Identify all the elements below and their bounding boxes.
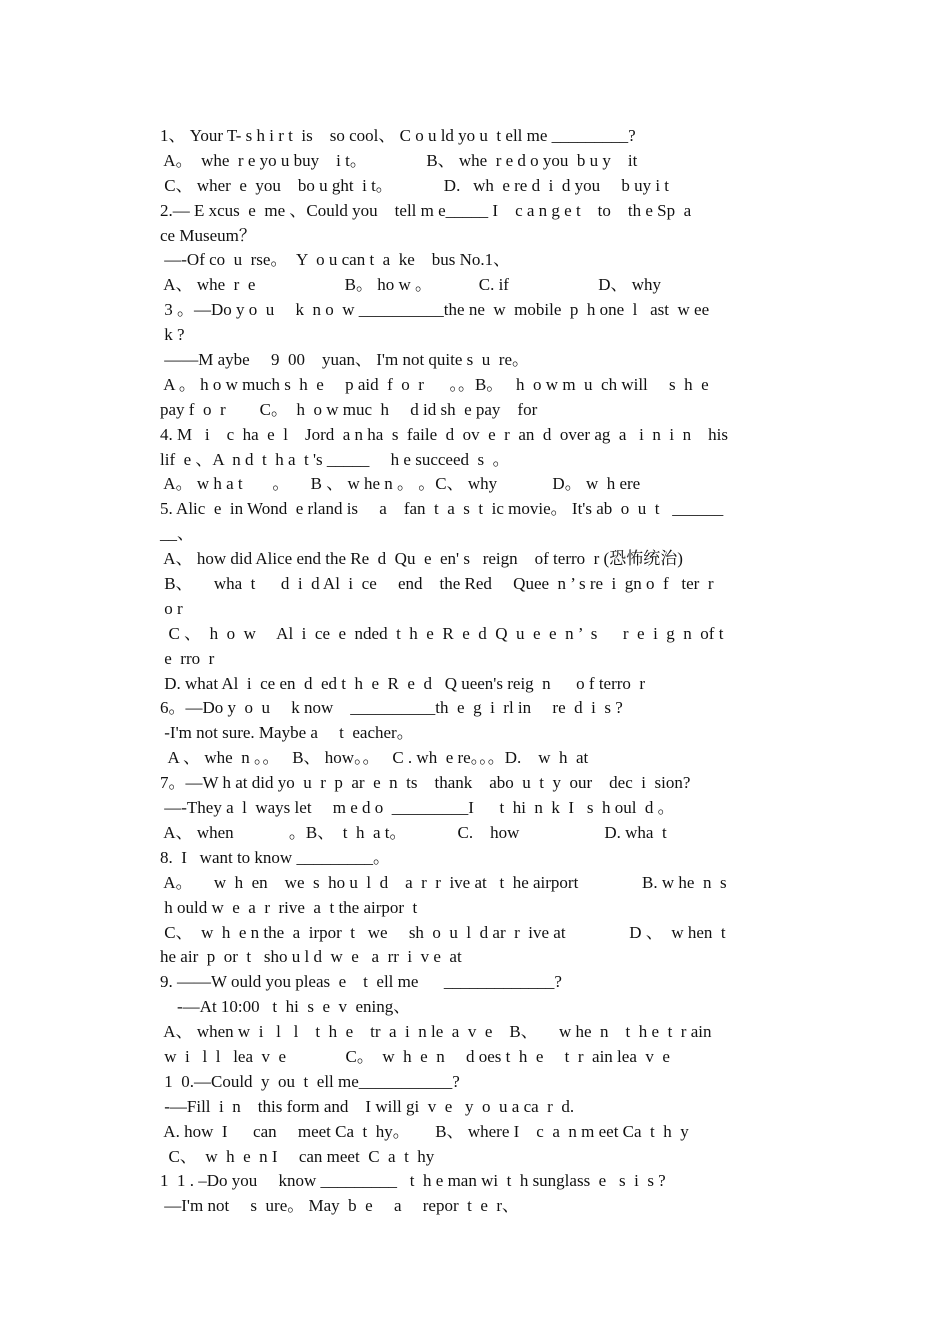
text-line: 7。—W h at did yo u r p ar e n ts thank abo u t y our dec i sion?: [160, 773, 691, 793]
text-line: ——M aybe 9 00 yuan、 I'm not quite s u re。: [160, 350, 529, 370]
text-line: he air p or t sho u l d w e a rr i v e at: [160, 947, 462, 967]
text-line: w i l l lea v e C。 w h e n d oes t h e t r ain lea v e: [160, 1046, 670, 1066]
text-line: —-Of co u rse。 Y o u can t a ke bus No.1、: [160, 250, 511, 270]
text-line: k ?: [160, 325, 185, 345]
text-line: C、 w h e n I can meet C a t hy: [160, 1146, 435, 1166]
text-line: __、: [160, 524, 194, 544]
text-line: h ould w e a r rive a t the airpor t: [160, 897, 418, 917]
text-line: A、 when 。B、 t h a t。 C. how D. wha t: [160, 822, 667, 842]
text-line: A、 when w i l l t h e tr a i n le a v e B、 w he n t h e t r ain: [160, 1022, 712, 1042]
text-line: lif e 、A n d t h a t 's _____ h e succeed s 。: [160, 449, 510, 469]
text-line: 3 。—Do y o u k n o w __________the ne w mobile p h one l ast w ee: [160, 300, 710, 320]
text-line: D. what Al i ce en d ed t h e R e d Q ueen's reig n o f terro r: [160, 673, 646, 693]
text-line: ce Museum？: [160, 225, 256, 245]
text-line: —-They a l ways let m e d o _________I t hi n k I s h oul d 。: [160, 798, 675, 818]
text-line: A 。 h o w much s h e p aid f o r 。。B。 h o w m u ch will s h e: [160, 374, 709, 394]
text-line: pay f o r C。 h o w muc h d id sh e pay for: [160, 399, 538, 419]
text-line: A。 whe r e yo u buy i t。 B、 whe r e d o you b u y it: [160, 150, 638, 170]
text-line: 9. ——W ould you pleas e t ell me _____________?: [160, 972, 562, 992]
text-line: A. how I can meet Ca t hy。 B、 where I c a n m eet Ca t h y: [160, 1121, 689, 1141]
text-line: 6。—Do y o u k now __________th e g i rl in re d i s ?: [160, 698, 623, 718]
text-line: —I'm not s ure。 May b e a repor t e r、: [160, 1196, 520, 1216]
text-line: A、 how did Alice end the Re d Qu e en' s reign of terro r (恐怖统治): [160, 549, 683, 569]
text-line: 2.— E xcus e me 、Could you tell m e_____ I c a n g e t to th e Sp a: [160, 200, 692, 220]
text-line: C 、 h o w Al i ce e nded t h e R e d Q u e e n ’ s r e i g n of t: [160, 623, 724, 643]
text-line: C、 wher e you bo u ght i t。 D. wh e re d i d you b uy i t: [160, 175, 670, 195]
text-line: -—At 10:00 t hi s e v ening、: [160, 997, 411, 1017]
text-line: 5. Alic e in Wond e rland is a fan t a s t ic movie。 It's ab o u t ______: [160, 499, 724, 519]
text-line: o r: [160, 598, 183, 618]
text-line: 8. I want to know _________。: [160, 847, 390, 867]
text-line: A。 w h en we s ho u l d a r r ive at t he airport B. w he n s: [160, 872, 727, 892]
text-line: A 、 whe n 。。 B、 how。。 C . wh e re。。。D. w h at: [160, 748, 589, 768]
text-line: B、 wha t d i d Al i ce end the Red Quee n ’ s re i gn o f ter r: [160, 574, 714, 594]
text-line: 1 1 . –Do you know _________ t h e man wi t h sunglass e s i s ?: [160, 1171, 666, 1191]
text-line: A。 w h a t 。 B 、 w he n 。 。C、 why D。 w h ere: [160, 474, 641, 494]
text-line: -—Fill i n this form and I will gi v e y o u a ca r d.: [160, 1096, 575, 1116]
text-line: 4. M i c ha e l Jord a n ha s faile d ov e r an d over ag a i n i n his: [160, 424, 728, 444]
text-line: -I'm not sure. Maybe a t eacher。: [160, 723, 414, 743]
text-line: A、 whe r e B。 ho w 。 C. if D、 why: [160, 275, 662, 295]
text-line: 1、 Your T- s h i r t is so cool、 C o u ld yo u t ell me _________?: [160, 126, 636, 145]
text-line: e rro r: [160, 648, 215, 668]
exercise-text: [160, 124, 808, 1219]
text-line: C、 w h e n the a irpor t we sh o u l d ar r ive at D 、 w hen t: [160, 922, 726, 942]
text-line: 1 0.—Could y ou t ell me___________?: [160, 1071, 460, 1091]
